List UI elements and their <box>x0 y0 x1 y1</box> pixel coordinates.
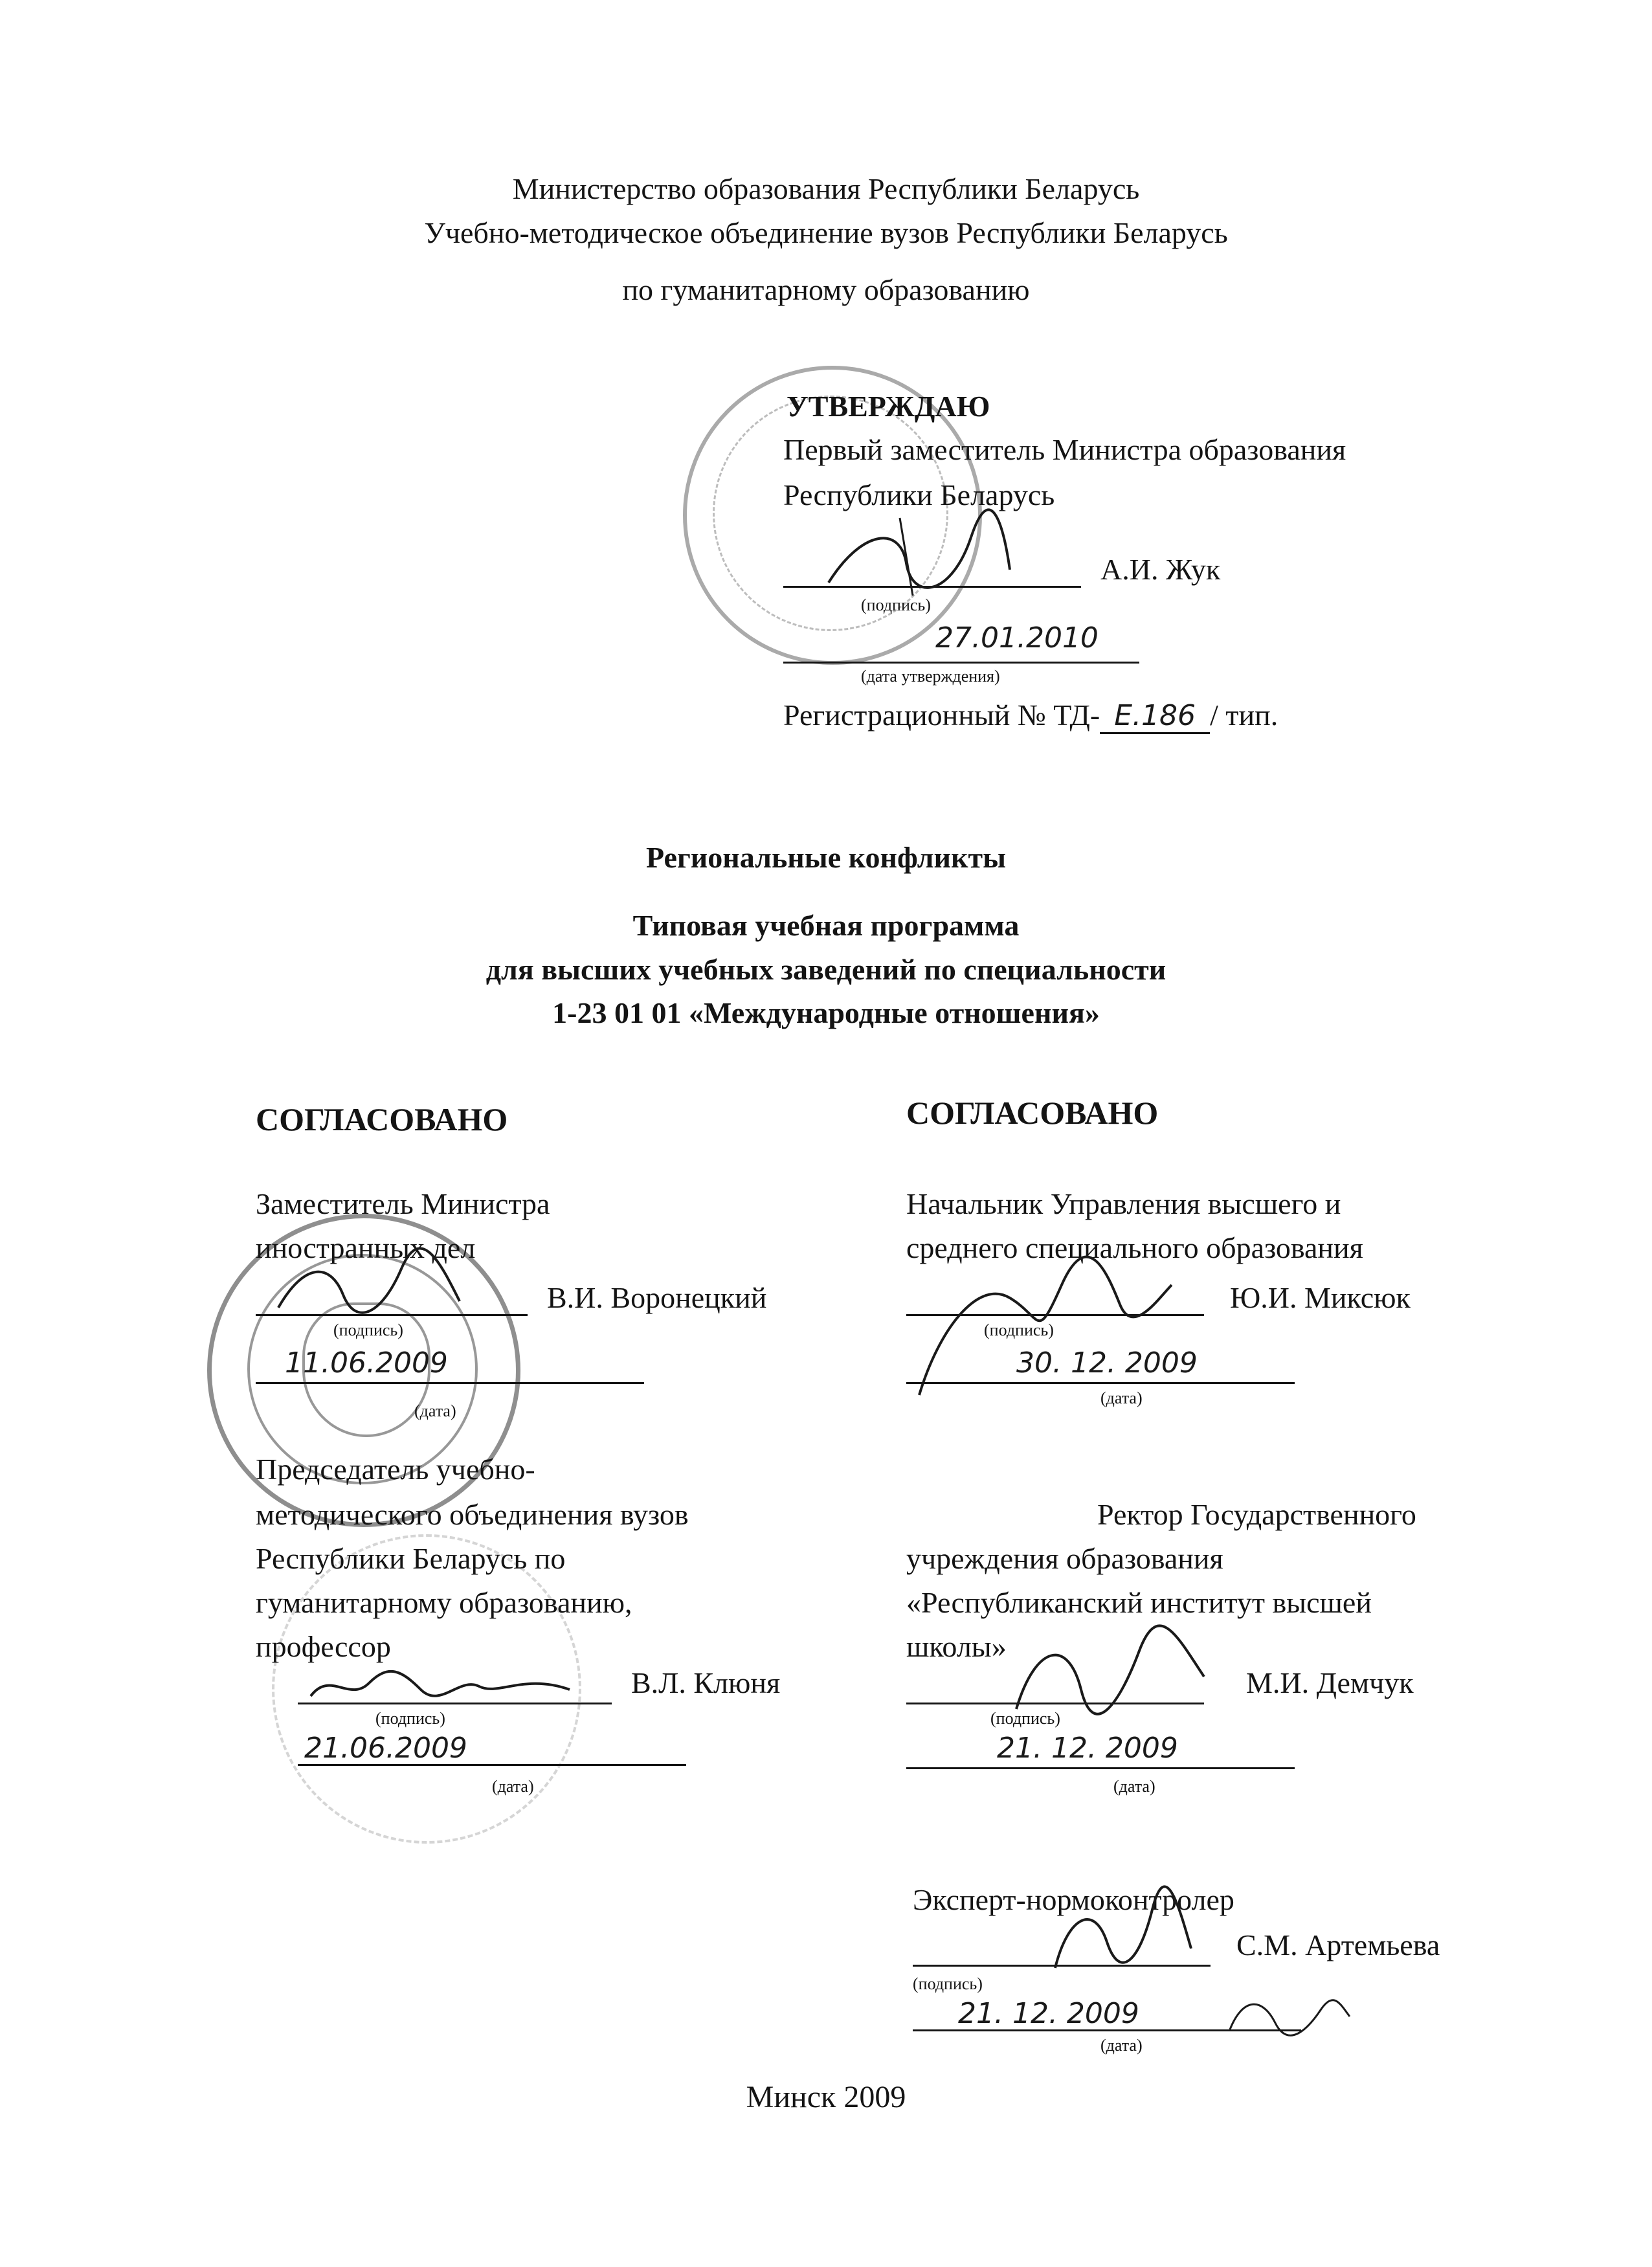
chair-line-5: профессор <box>256 1630 391 1663</box>
mfa-signature-caption: (подпись) <box>333 1321 403 1339</box>
program-title-1: Типовая учебная программа <box>632 909 1020 942</box>
registration-handwritten: Е.186 <box>1100 700 1210 734</box>
approval-date-line <box>783 662 1139 664</box>
association-line: Учебно-методическое объединение вузов Республики Беларусь <box>424 216 1228 249</box>
program-title-3: 1-23 01 01 «Международные отношения» <box>552 996 1100 1029</box>
registration-prefix: Регистрационный № ТД- <box>783 698 1100 731</box>
approval-position-2: Республики Беларусь <box>783 478 1055 511</box>
mfa-signature <box>272 1249 466 1321</box>
city-year: Минск 2009 <box>746 2080 906 2114</box>
rector-line-2: учреждения образования <box>906 1542 1223 1575</box>
rector-date-line <box>906 1767 1295 1769</box>
program-title-2: для высших учебных заведений по специальности <box>486 953 1166 986</box>
chair-signature-caption: (подпись) <box>375 1709 445 1728</box>
approval-signature <box>822 511 1016 602</box>
rector-date-caption: (дата) <box>1113 1777 1155 1796</box>
rector-line-1: Ректор Государственного <box>1097 1498 1416 1531</box>
expert-position: Эксперт-нормоконтролер <box>913 1883 1234 1916</box>
mfa-date-caption: (дата) <box>414 1402 456 1420</box>
approval-date-handwritten: 27.01.2010 <box>935 621 1099 654</box>
ministry-line: Министерство образования Республики Беларусь <box>512 172 1140 205</box>
mfa-date-line <box>256 1382 644 1384</box>
association-line-2: по гуманитарному образованию <box>622 273 1030 306</box>
approval-signature-caption: (подпись) <box>861 596 931 614</box>
expert-date-handwritten: 21. 12. 2009 <box>958 1997 1139 2030</box>
mfa-position-2: иностранных дел <box>256 1231 476 1264</box>
subject-title: Региональные конфликты <box>645 841 1007 874</box>
expert-date-line <box>913 2029 1301 2031</box>
chair-date-line <box>298 1764 686 1766</box>
chair-date-handwritten: 21.06.2009 <box>304 1732 467 1765</box>
rector-signature-caption: (подпись) <box>990 1709 1060 1728</box>
registration-number <box>783 696 1278 735</box>
expert-name: С.М. Артемьева <box>1236 1928 1440 1961</box>
dept-position-1: Начальник Управления высшего и <box>906 1187 1341 1220</box>
chair-date-caption: (дата) <box>492 1777 534 1796</box>
dept-name: Ю.И. Миксюк <box>1230 1281 1411 1314</box>
left-agreed-heading: СОГЛАСОВАНО <box>256 1101 508 1137</box>
chair-name: В.Л. Клюня <box>631 1666 781 1699</box>
mfa-name: В.И. Воронецкий <box>547 1281 767 1314</box>
expert-date-caption: (дата) <box>1100 2036 1143 2055</box>
mfa-position-1: Заместитель Министра <box>256 1187 550 1220</box>
dept-date-line <box>906 1382 1295 1384</box>
registration-suffix: / тип. <box>1210 698 1278 731</box>
rector-line-3: «Республиканский институт высшей <box>906 1586 1372 1619</box>
approval-date-caption: (дата утверждения) <box>861 667 1000 686</box>
dept-date-handwritten: 30. 12. 2009 <box>1016 1346 1198 1379</box>
chair-line-1: Председатель учебно- <box>256 1453 535 1486</box>
dept-date-caption: (дата) <box>1100 1389 1143 1407</box>
rector-line-4: школы» <box>906 1630 1007 1663</box>
approval-position-1: Первый заместитель Министра образования <box>783 433 1346 466</box>
expert-signature <box>1049 1890 1198 1974</box>
dept-position-2: среднего специального образования <box>906 1231 1363 1264</box>
dept-signature-caption: (подпись) <box>984 1321 1054 1339</box>
right-agreed-heading: СОГЛАСОВАНО <box>906 1095 1159 1131</box>
approval-heading: УТВЕРЖДАЮ <box>787 390 990 423</box>
chair-line-2: методического объединения вузов <box>256 1498 689 1531</box>
chair-line-3: Республики Беларусь по <box>256 1542 566 1575</box>
rector-date-handwritten: 21. 12. 2009 <box>997 1732 1178 1765</box>
expert-signature-caption: (подпись) <box>913 1974 983 1993</box>
chair-signature <box>304 1657 576 1715</box>
approval-name: А.И. Жук <box>1100 553 1221 586</box>
chair-line-4: гуманитарному образованию, <box>256 1586 632 1619</box>
mfa-date-handwritten: 11.06.2009 <box>285 1346 448 1379</box>
rector-name: М.И. Демчук <box>1246 1666 1414 1699</box>
rector-signature <box>1010 1631 1217 1715</box>
